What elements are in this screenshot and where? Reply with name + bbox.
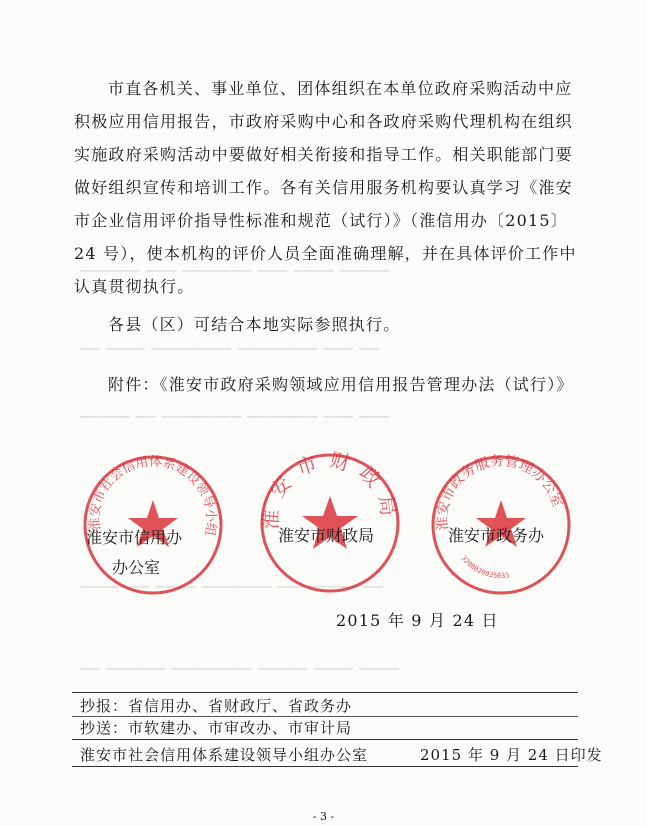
seal-label-credit-office: 淮安市信用办: [86, 528, 183, 547]
body-paragraph-1: [74, 72, 584, 303]
divider-top: [72, 692, 578, 693]
print-date: 2015 年 9 月 24 日印发: [420, 746, 603, 764]
attachment-text: 附件：《淮安市政府采购领域应用信用报告管理办法（试行）》: [108, 375, 574, 394]
issuing-organization: 淮安市社会信用体系建设领导小组办公室: [80, 746, 369, 764]
svg-text:淮安市政务服务管理办公室: 淮安市政务服务管理办公室: [434, 453, 566, 531]
page-number: - 3 -: [312, 810, 335, 823]
body-paragraph-2-text: 各县（区）可结合本地实际参照执行。: [108, 315, 401, 334]
sign-date: 2015 年 9 月 24 日: [336, 611, 499, 630]
svg-text:淮安市财政局: 淮安市财政局: [257, 448, 403, 531]
svg-text:3208020035033: 3208020035033: [459, 554, 510, 581]
divider-lower: [72, 739, 578, 740]
body-paragraph-1-text: 市直各机关、事业单位、团体组织在本单位政府采购活动中应积极应用信用报告，市政府采购中心和各政府采购代理机构在组织实施政府采购活动中要做好相关衔接和指导工作。相关职能部门要做好组织宣传和培训工作。各有关信用服务机构要认真学习《淮安市企业信用评价指导性标准和规范（试行）》（淮信用办〔2015〕24 号），使本机构的评价人员全面准确理解，并在具体评价工作中认真贯彻执行。: [74, 79, 577, 296]
bleed-through-text: ───── ── ──────── ─────── ─── ───: [80, 408, 390, 426]
seal-label-finance-bureau: 淮安市财政局: [278, 526, 375, 545]
cc-report-line: 抄报：省信用办、省财政厅、省政务办: [80, 697, 353, 715]
cc-copy-line: 抄送：市软建办、市审改办、市审计局: [80, 719, 353, 737]
seal-label-government-affairs-office: 淮安市政务办: [448, 526, 545, 545]
bleed-through-text: ────── ─── ─────── ─── ──── ─────: [80, 262, 390, 280]
seal-label-office: 办公室: [112, 558, 161, 577]
svg-text:淮安市社会信用体系建设领导小组: 淮安市社会信用体系建设领导小组: [87, 454, 219, 537]
bleed-through-text: ── ──── ──────── ──────── ─── ──: [80, 340, 380, 358]
bleed-through-text: ── ────── ──────── ───── ──── ────: [80, 660, 400, 678]
divider-bottom: [72, 766, 578, 767]
body-paragraph-2: [108, 312, 400, 335]
bleed-through-text: ─────── ──── ─────── ──────── ──: [80, 578, 384, 596]
attachment-line: [108, 372, 574, 395]
